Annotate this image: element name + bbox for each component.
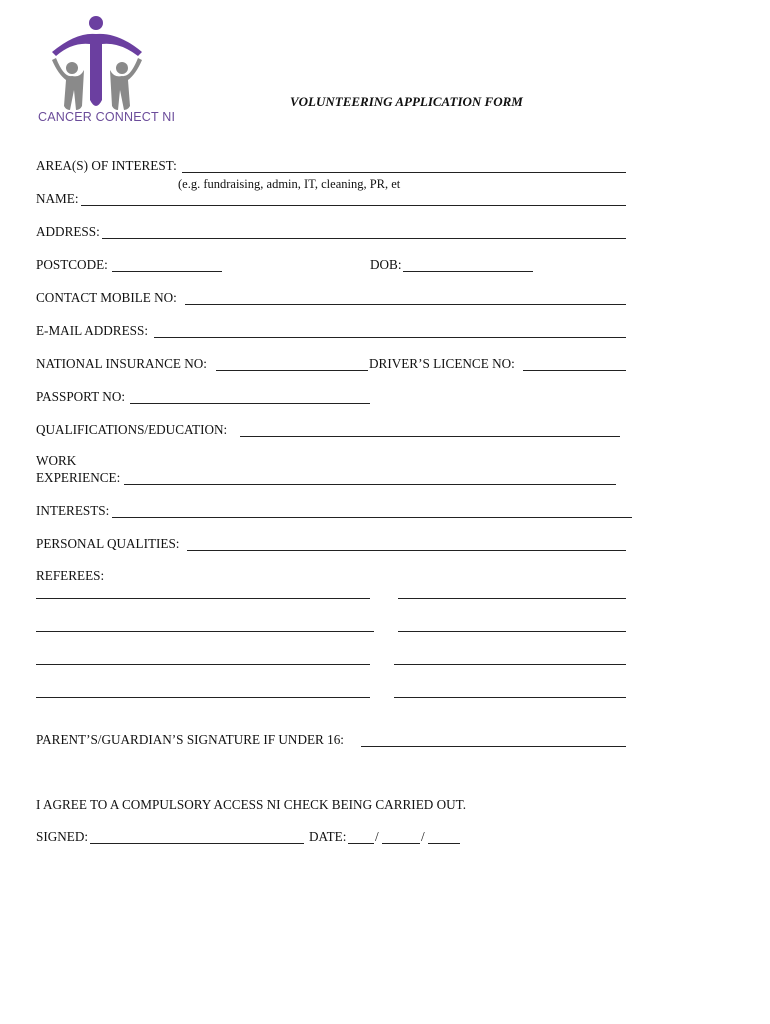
qualifications-label: QUALIFICATIONS/EDUCATION: [36, 422, 228, 437]
logo-text: CANCER CONNECT NI [38, 110, 176, 124]
passport-field[interactable] [130, 403, 370, 404]
dob-field[interactable] [403, 271, 533, 272]
date-month-field[interactable] [382, 843, 420, 844]
email-field[interactable] [154, 337, 626, 338]
date-separator-1: / [375, 829, 379, 844]
form-title: VOLUNTEERING APPLICATION FORM [290, 94, 523, 109]
interests-label: INTERESTS: [36, 503, 110, 518]
signed-label: SIGNED: [36, 829, 89, 844]
drivers-licence-field[interactable] [523, 370, 626, 371]
qualifications-field[interactable] [240, 436, 620, 437]
address-label: ADDRESS: [36, 224, 100, 239]
mobile-field[interactable] [185, 304, 626, 305]
areas-of-interest-field[interactable] [182, 172, 626, 173]
referee-2-line-2[interactable] [398, 631, 626, 632]
referee-1-line-1[interactable] [36, 598, 370, 599]
signed-field[interactable] [90, 843, 304, 844]
personal-qualities-label: PERSONAL QUALITIES: [36, 536, 180, 551]
work-experience-label-line1: WORK [36, 453, 77, 468]
referee-1-line-4[interactable] [36, 697, 370, 698]
referee-2-line-1[interactable] [398, 598, 626, 599]
referee-2-line-4[interactable] [394, 697, 626, 698]
passport-label: PASSPORT NO: [36, 389, 126, 404]
areas-of-interest-hint: (e.g. fundraising, admin, IT, cleaning, PR, et [178, 177, 401, 191]
postcode-label: POSTCODE: [36, 257, 108, 272]
logo-head-center [89, 16, 103, 30]
date-year-field[interactable] [428, 843, 460, 844]
areas-of-interest-label: AREA(S) OF INTEREST: [36, 158, 177, 173]
drivers-licence-label: DRIVER’S LICENCE NO: [369, 356, 515, 371]
guardian-signature-field[interactable] [361, 746, 626, 747]
email-label: E-MAIL ADDRESS: [36, 323, 148, 338]
name-field[interactable] [81, 205, 626, 206]
referee-1-line-3[interactable] [36, 664, 370, 665]
work-experience-label-line2: EXPERIENCE: [36, 470, 121, 485]
referee-1-line-2[interactable] [36, 631, 374, 632]
address-field[interactable] [102, 238, 626, 239]
dob-label: DOB: [370, 257, 402, 272]
postcode-field[interactable] [112, 271, 222, 272]
personal-qualities-field[interactable] [187, 550, 626, 551]
date-label: DATE: [309, 829, 347, 844]
referee-2-line-3[interactable] [394, 664, 626, 665]
mobile-label: CONTACT MOBILE NO: [36, 290, 177, 305]
ni-number-field[interactable] [216, 370, 368, 371]
guardian-signature-label: PARENT’S/GUARDIAN’S SIGNATURE IF UNDER 16: [36, 732, 344, 747]
date-day-field[interactable] [348, 843, 374, 844]
referees-label: REFEREES: [36, 568, 105, 583]
logo-head-right [116, 62, 128, 74]
date-separator-2: / [421, 829, 425, 844]
ni-number-label: NATIONAL INSURANCE NO: [36, 356, 207, 371]
interests-field[interactable] [112, 517, 632, 518]
access-ni-agreement-text: I AGREE TO A COMPULSORY ACCESS NI CHECK BEING CARRIED OUT. [36, 797, 466, 812]
work-experience-field[interactable] [124, 484, 616, 485]
name-label: NAME: [36, 191, 79, 206]
logo-head-left [66, 62, 78, 74]
